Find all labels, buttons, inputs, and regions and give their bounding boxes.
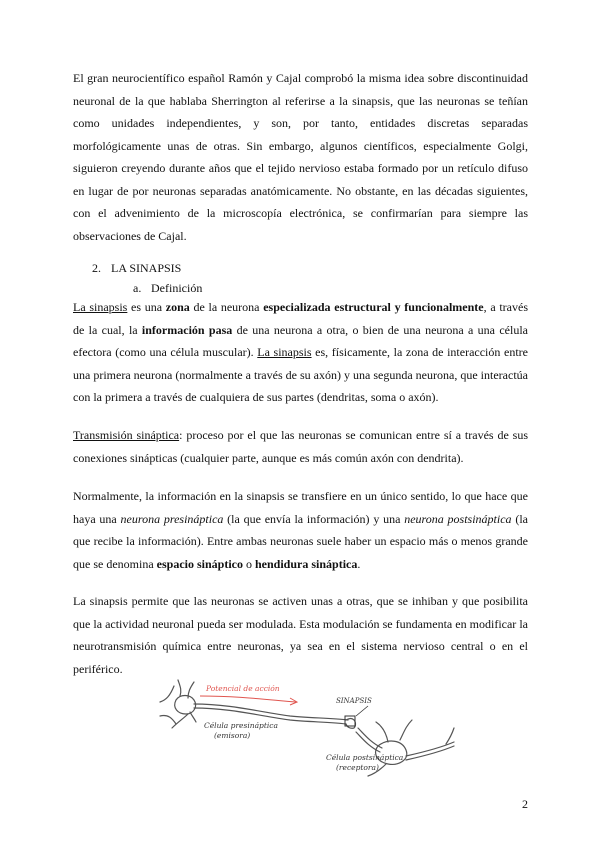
text-run: , a través de la cual, la — [73, 300, 528, 337]
synapse-figure — [150, 672, 460, 782]
pre-dendrite — [178, 680, 181, 696]
term-la-sinapsis: La sinapsis — [73, 300, 128, 314]
normal-paragraph — [73, 485, 528, 575]
bold-hendidura-sinaptica: hendidura sináptica — [255, 556, 358, 571]
bold-especializada: especializada estructural y funcionalmente — [263, 300, 484, 314]
axon-terminal — [346, 719, 356, 729]
subsection-number: a. — [133, 281, 142, 295]
section-title: LA SINAPSIS — [111, 261, 182, 275]
text-run: (la que recibe la información). Entre ambas neuronas suele haber un espacio más o menos grande que se denomina — [73, 511, 528, 571]
pre-cell-sublabel: (emisora) — [214, 731, 251, 740]
italic-neurona-postsinaptica: neurona postsináptica — [404, 511, 512, 526]
section-heading — [92, 258, 181, 278]
pre-dendrite — [160, 715, 176, 724]
post-dendrite — [376, 722, 388, 742]
text-run: (la que envía la información) y una — [223, 511, 405, 526]
subsection-title: Definición — [151, 281, 203, 295]
action-potential-arrow — [200, 696, 296, 702]
bold-informacion-pasa: información pasa — [141, 322, 233, 337]
post-cell-sublabel: (receptora) — [336, 763, 379, 772]
term-transmision-sinaptica: Transmisión sináptica — [73, 428, 180, 442]
text-run: . — [357, 556, 361, 571]
subsection-heading — [133, 278, 202, 298]
post-dendrite — [400, 720, 412, 740]
text-run: es una — [127, 300, 166, 314]
section-number: 2. — [92, 261, 101, 275]
term-la-sinapsis-2: La sinapsis — [257, 345, 312, 359]
page-number: 2 — [522, 797, 528, 811]
text-run: de la neurona — [189, 300, 264, 314]
intro-paragraph: El gran neurocientífico español Ramón y Cajal comprobó la misma idea sobre discontinuidad neuronal de la que hablaba Sherrington al referirse a la sinapsis, que las neuronas se teñían como unidades independientes, y son, por tanto, entidades discretas separadas morfológicamente unas de otras. Sin embargo, algunos científicos, especialmente Golgi, siguieron creyendo durante años que el tejido nervioso estaba formado por un retículo difuso en lugar de por neuronas separadas anatómicamente. No obstante, en las décadas siguientes, con el advenimiento de la microscopía electrónica, se confirmarían para siempre las observaciones de Cajal. — [73, 71, 528, 243]
italic-neurona-presinaptica: neurona presináptica — [120, 511, 224, 526]
pre-soma — [175, 696, 196, 715]
arrow-label: Potencial de acción — [206, 684, 280, 693]
transmision-paragraph — [73, 424, 528, 469]
modulacion-paragraph: La sinapsis permite que las neuronas se activen unas a otras, que se inhiban y que posibilita que la actividad neuronal pueda ser modulada. Esta modulación se fundamenta en modificar la neurotransmisión química entre neuronas, ya sea en el sistema nervioso central o en el periférico. — [73, 594, 528, 676]
definition-paragraph — [73, 296, 528, 409]
synapse-label: SINAPSIS — [336, 697, 372, 705]
text-run: o — [243, 556, 255, 571]
text-run: es, físicamente, la zona de interacción entre una primera neurona (normalmente a través de su axón) y una segunda neurona, que interactúa con la primera a través de cualquiera de sus partes (dendritas, soma o axón). — [73, 345, 528, 404]
pre-cell-label: Célula presináptica — [204, 721, 278, 730]
pre-dendrite — [160, 686, 174, 702]
bold-zona: zona — [165, 300, 190, 314]
bold-espacio-sinaptico: espacio sináptico — [156, 556, 243, 571]
synapse-pointer — [356, 706, 368, 716]
text-run: de una neurona a otra, o bien de una neurona a una célula efectora (como una célula muscular). — [73, 322, 528, 359]
post-axon — [406, 746, 454, 760]
post-cell-label: Célula postsináptica — [326, 753, 404, 762]
text-run: Normalmente, la información en la sinapsis se transfiere en un único sentido, lo que hace que haya una — [73, 489, 528, 526]
text-run: : proceso por el que las neuronas se comunican entre sí a través de sus conexiones sinápticas (cualquier parte, aunque es más común axón con dendrita). — [73, 428, 528, 465]
post-axon-branch — [446, 728, 454, 744]
